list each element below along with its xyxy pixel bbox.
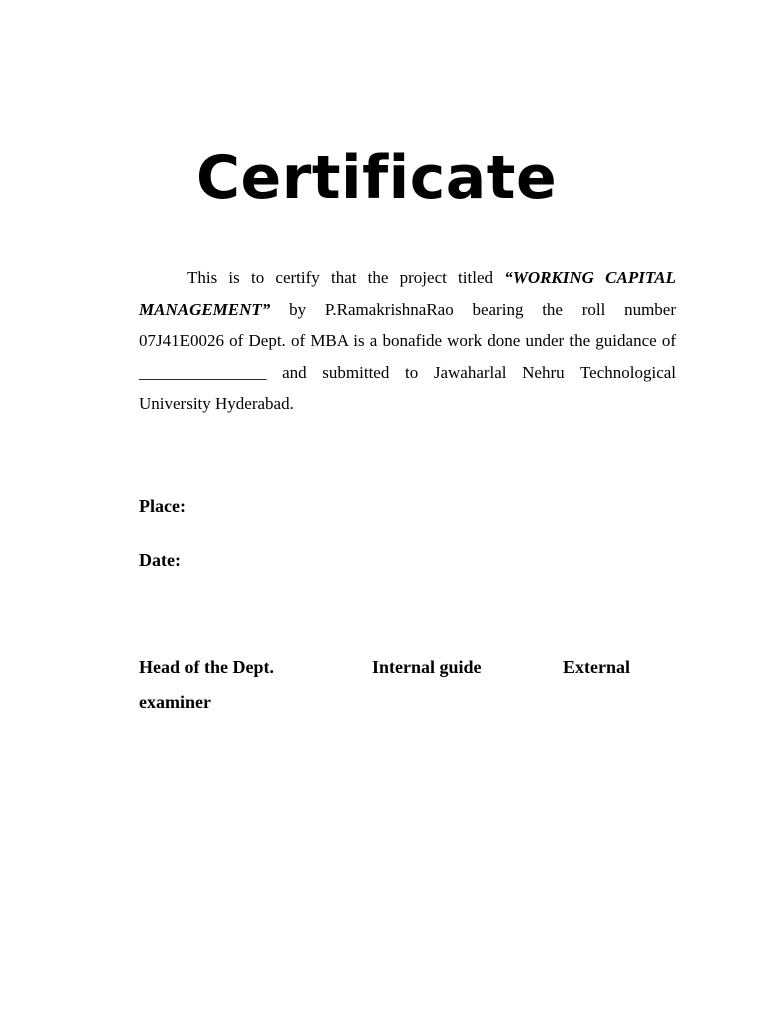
date-label: Date:	[139, 550, 181, 570]
body-by: by	[270, 299, 325, 319]
signature-internal-guide: Internal guide	[372, 657, 482, 677]
body-end: .	[289, 394, 294, 413]
place-label: Place:	[139, 496, 186, 516]
signature-hod: Head of the Dept.	[139, 657, 274, 677]
page-title: Certificate	[196, 143, 558, 213]
project-title: “WORKING CAPITAL MANAGEMENT”	[139, 268, 676, 319]
body-roll-prefix: bearing the roll number	[453, 299, 676, 319]
body-submitted-text: and submitted to	[266, 362, 434, 382]
roll-number: 07J41E0026	[139, 331, 224, 350]
body-intro: This is to certify that the project titled	[187, 268, 505, 287]
signature-external-line1: External	[563, 657, 630, 677]
body-work-text: is a bonafide work done under the guidance of	[348, 331, 676, 350]
department: MBA	[310, 331, 349, 350]
guide-blank: _______________	[139, 362, 267, 382]
university-name: Jawaharlal Nehru Technological University Hyderabad	[139, 362, 677, 413]
student-name: P.RamakrishnaRao	[324, 299, 454, 319]
certificate-body	[139, 262, 676, 420]
body-dept-prefix: of Dept. of	[224, 331, 311, 350]
signature-external-line2: examiner	[139, 692, 211, 712]
